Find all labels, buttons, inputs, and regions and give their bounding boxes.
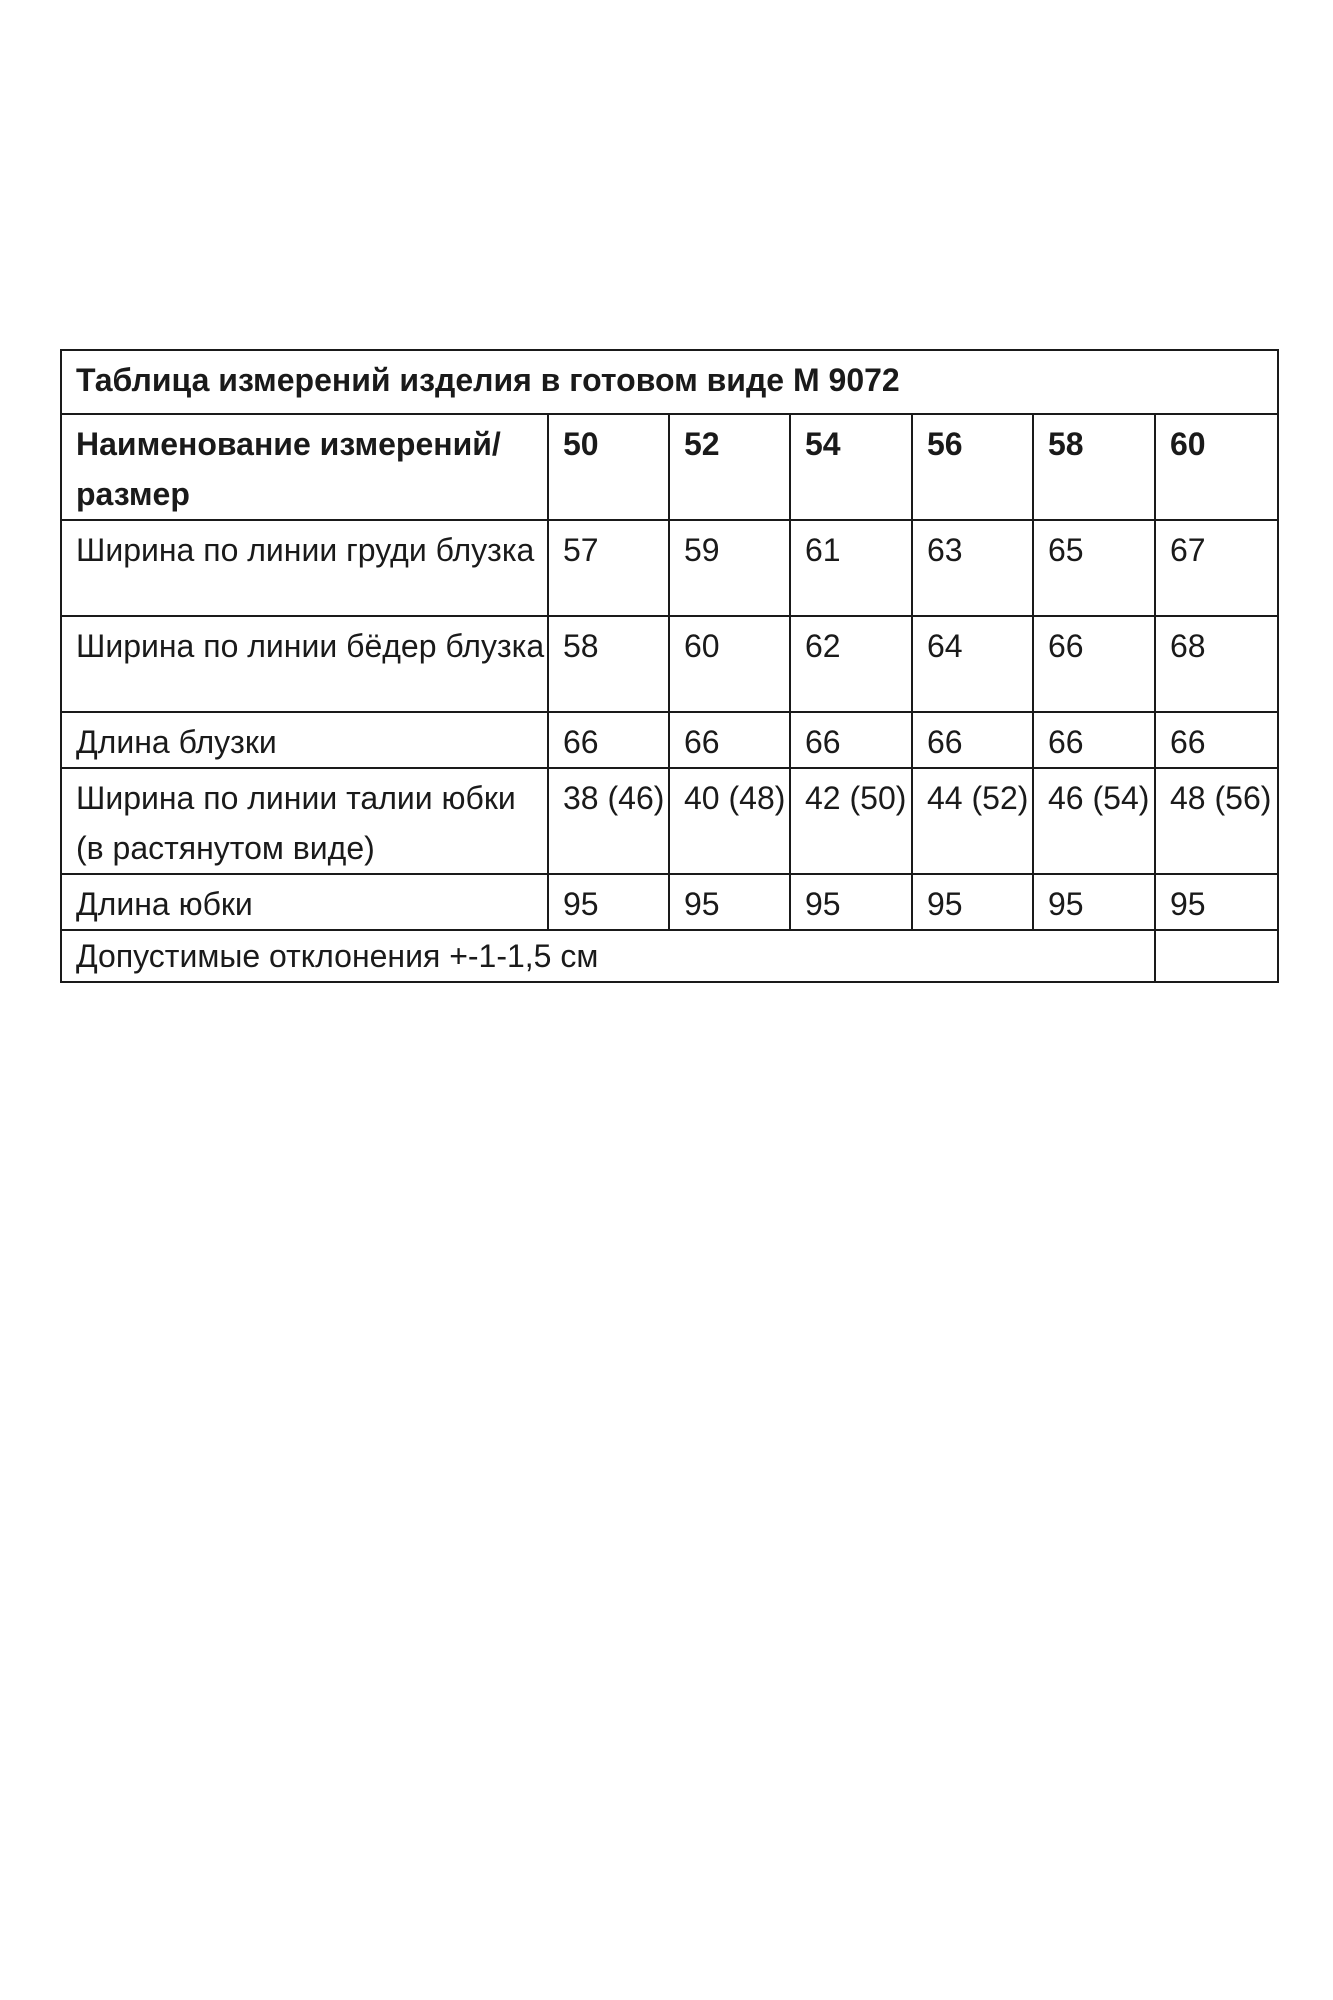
row-value: 95 bbox=[790, 874, 912, 930]
row-value: 48 (56) bbox=[1155, 768, 1278, 874]
row-value: 57 bbox=[548, 520, 669, 616]
table-title: Таблица измерений изделия в готовом виде М 9072 bbox=[61, 350, 1278, 414]
row-label: Ширина по линии талии юбки (в растянутом виде) bbox=[61, 768, 548, 874]
row-value: 65 bbox=[1033, 520, 1155, 616]
table-title-row bbox=[61, 350, 1278, 414]
table-header-row bbox=[61, 414, 1278, 520]
measurement-table bbox=[60, 349, 1279, 983]
row-value: 68 bbox=[1155, 616, 1278, 712]
header-size: 50 bbox=[548, 414, 669, 520]
header-size: 54 bbox=[790, 414, 912, 520]
row-value: 64 bbox=[912, 616, 1033, 712]
row-label: Ширина по линии бёдер блузка bbox=[61, 616, 548, 712]
row-value: 58 bbox=[548, 616, 669, 712]
table-note-row bbox=[61, 930, 1278, 982]
row-value: 62 bbox=[790, 616, 912, 712]
row-value: 42 (50) bbox=[790, 768, 912, 874]
row-value: 63 bbox=[912, 520, 1033, 616]
table-row bbox=[61, 768, 1278, 874]
row-value: 66 bbox=[669, 712, 790, 768]
row-value: 95 bbox=[912, 874, 1033, 930]
row-value: 95 bbox=[1033, 874, 1155, 930]
row-value: 44 (52) bbox=[912, 768, 1033, 874]
table-row bbox=[61, 874, 1278, 930]
row-value: 67 bbox=[1155, 520, 1278, 616]
table-row bbox=[61, 520, 1278, 616]
row-value: 38 (46) bbox=[548, 768, 669, 874]
row-value: 40 (48) bbox=[669, 768, 790, 874]
header-label: Наименование измерений/размер bbox=[61, 414, 548, 520]
row-label: Длина юбки bbox=[61, 874, 548, 930]
row-value: 61 bbox=[790, 520, 912, 616]
row-label: Ширина по линии груди блузка bbox=[61, 520, 548, 616]
header-size: 58 bbox=[1033, 414, 1155, 520]
table-row bbox=[61, 616, 1278, 712]
header-size: 56 bbox=[912, 414, 1033, 520]
row-value: 66 bbox=[790, 712, 912, 768]
row-value: 59 bbox=[669, 520, 790, 616]
row-value: 95 bbox=[669, 874, 790, 930]
row-value: 60 bbox=[669, 616, 790, 712]
row-value: 66 bbox=[548, 712, 669, 768]
table-row bbox=[61, 712, 1278, 768]
tolerance-note: Допустимые отклонения +-1-1,5 см bbox=[61, 930, 1155, 982]
header-size: 52 bbox=[669, 414, 790, 520]
row-value: 95 bbox=[1155, 874, 1278, 930]
header-size: 60 bbox=[1155, 414, 1278, 520]
row-value: 66 bbox=[1033, 616, 1155, 712]
row-value: 66 bbox=[912, 712, 1033, 768]
row-value: 66 bbox=[1033, 712, 1155, 768]
row-label: Длина блузки bbox=[61, 712, 548, 768]
row-value: 66 bbox=[1155, 712, 1278, 768]
row-value: 95 bbox=[548, 874, 669, 930]
row-value: 46 (54) bbox=[1033, 768, 1155, 874]
tolerance-note-extra bbox=[1155, 930, 1278, 982]
